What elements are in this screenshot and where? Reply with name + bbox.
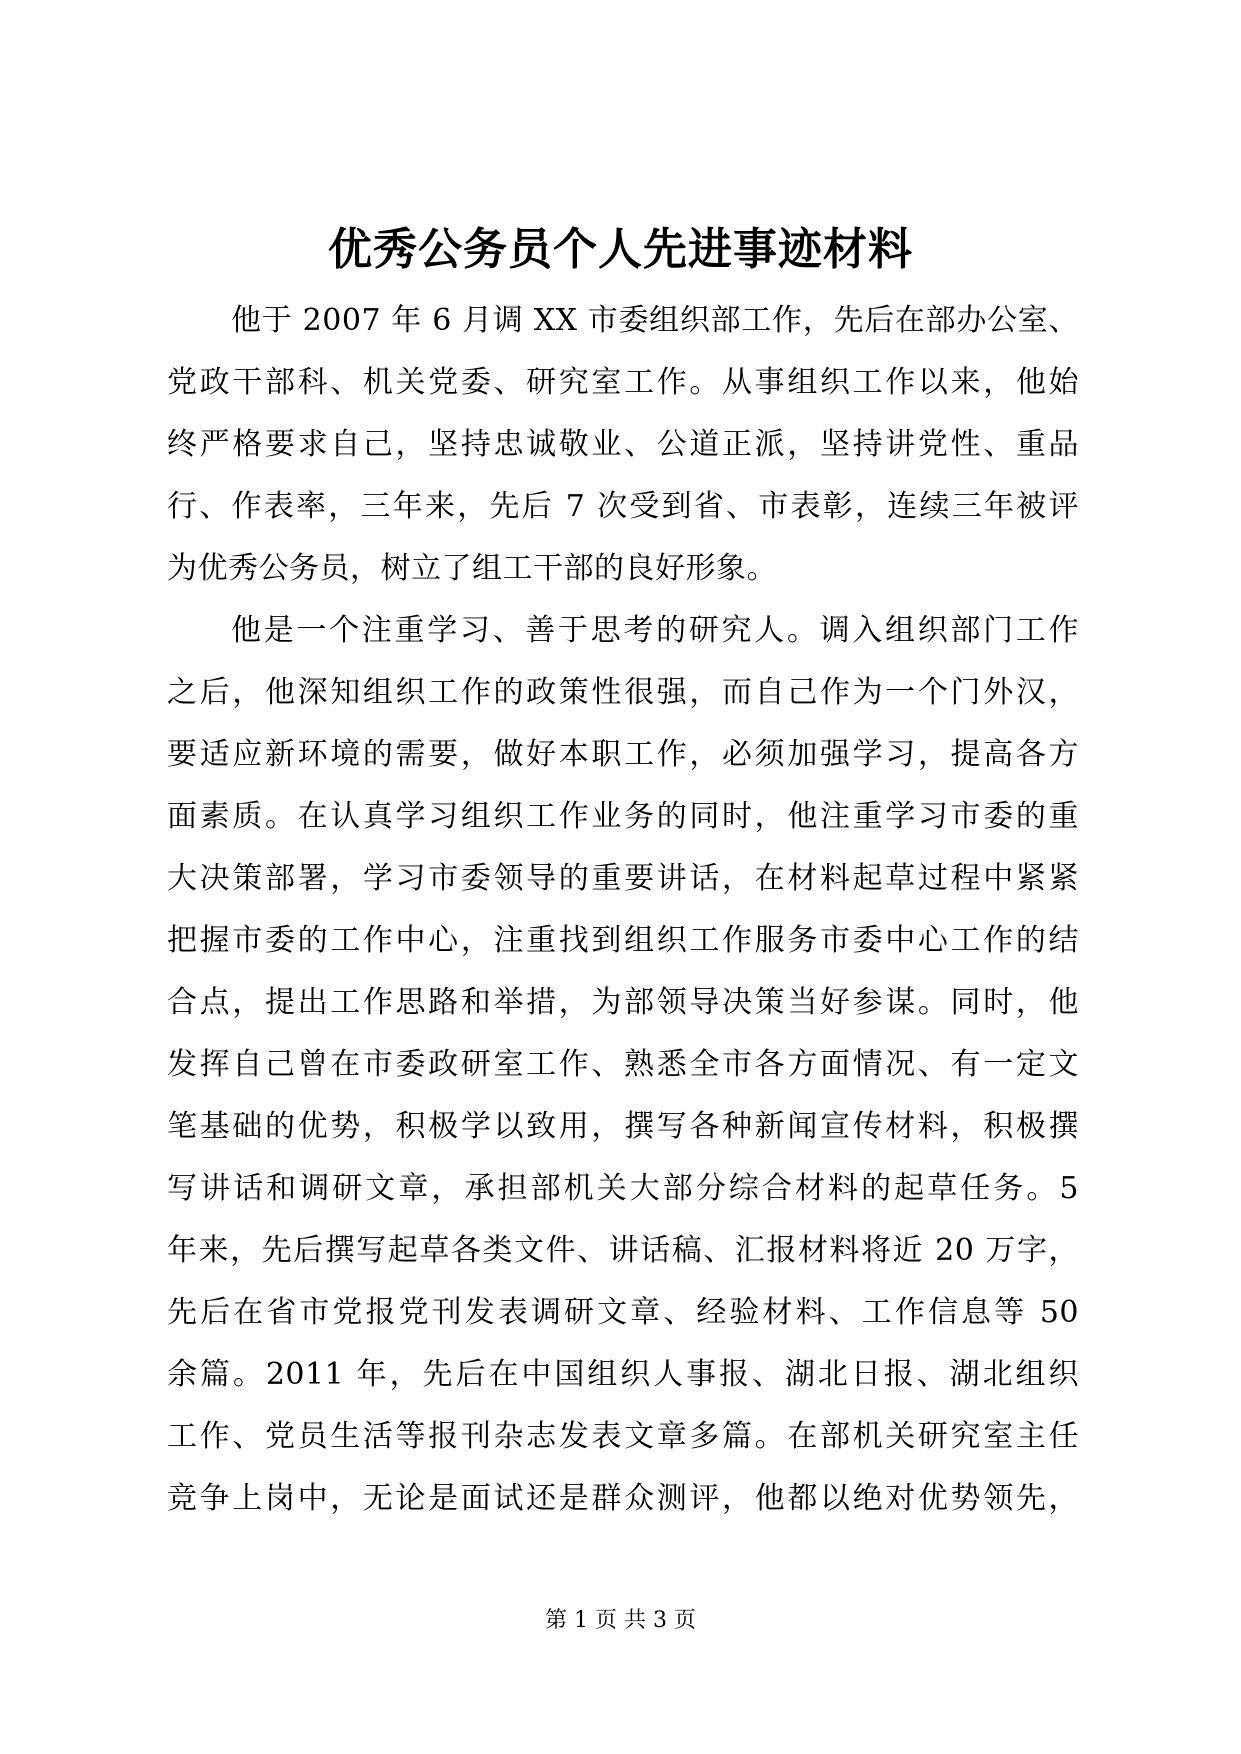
paragraph-line: 年来，先后撰写起草各类文件、讲话稿、汇报材料将近 20 万字， <box>167 1233 1079 1268</box>
paragraph-line: 行、作表率，三年来，先后 7 次受到省、市表彰，连续三年被评 <box>167 489 1079 524</box>
paragraph-1 <box>167 290 1079 600</box>
paragraph-line: 要适应新环境的需要，做好本职工作，必须加强学习，提高各方 <box>167 737 1079 772</box>
document-title: 优秀公务员个人先进事迹材料 <box>328 224 913 275</box>
paragraph-line: 把握市委的工作中心，注重找到组织工作服务市委中心工作的结 <box>167 923 1079 958</box>
paragraph-line: 竞争上岗中，无论是面试还是群众测评，他都以绝对优势领先， <box>167 1481 1079 1516</box>
paragraph-line: 终严格要求自己，坚持忠诚敬业、公道正派，坚持讲党性、重品 <box>167 427 1079 462</box>
paragraph-line: 之后，他深知组织工作的政策性很强，而自己作为一个门外汉， <box>167 675 1079 710</box>
paragraph-line: 面素质。在认真学习组织工作业务的同时，他注重学习市委的重 <box>167 799 1079 834</box>
paragraph-line: 笔基础的优势，积极学以致用，撰写各种新闻宣传材料，积极撰 <box>167 1109 1079 1144</box>
paragraph-line: 党政干部科、机关党委、研究室工作。从事组织工作以来，他始 <box>167 365 1079 400</box>
paragraph-2 <box>167 600 1079 1530</box>
paragraph-line: 写讲话和调研文章，承担部机关大部分综合材料的起草任务。5 <box>167 1171 1079 1206</box>
paragraph-line: 工作、党员生活等报刊杂志发表文章多篇。在部机关研究室主任 <box>167 1419 1079 1454</box>
paragraph-line: 发挥自己曾在市委政研室工作、熟悉全市各方面情况、有一定文 <box>167 1047 1079 1082</box>
paragraph-line: 为优秀公务员，树立了组工干部的良好形象。 <box>167 551 777 586</box>
page-number-footer: 第 1 页 共 3 页 <box>545 1608 696 1633</box>
paragraph-line: 他于 2007 年 6 月调 XX 市委组织部工作，先后在部办公室、 <box>231 303 1079 338</box>
paragraph-line: 先后在省市党报党刊发表调研文章、经验材料、工作信息等 50 <box>167 1295 1079 1330</box>
paragraph-line: 合点，提出工作思路和举措，为部领导决策当好参谋。同时，他 <box>167 985 1079 1020</box>
paragraph-line: 余篇。2011 年，先后在中国组织人事报、湖北日报、湖北组织 <box>167 1357 1079 1392</box>
paragraph-line: 他是一个注重学习、善于思考的研究人。调入组织部门工作 <box>231 613 1079 648</box>
paragraph-line: 大决策部署，学习市委领导的重要讲话，在材料起草过程中紧紧 <box>167 861 1079 896</box>
document-body <box>167 290 1079 1530</box>
